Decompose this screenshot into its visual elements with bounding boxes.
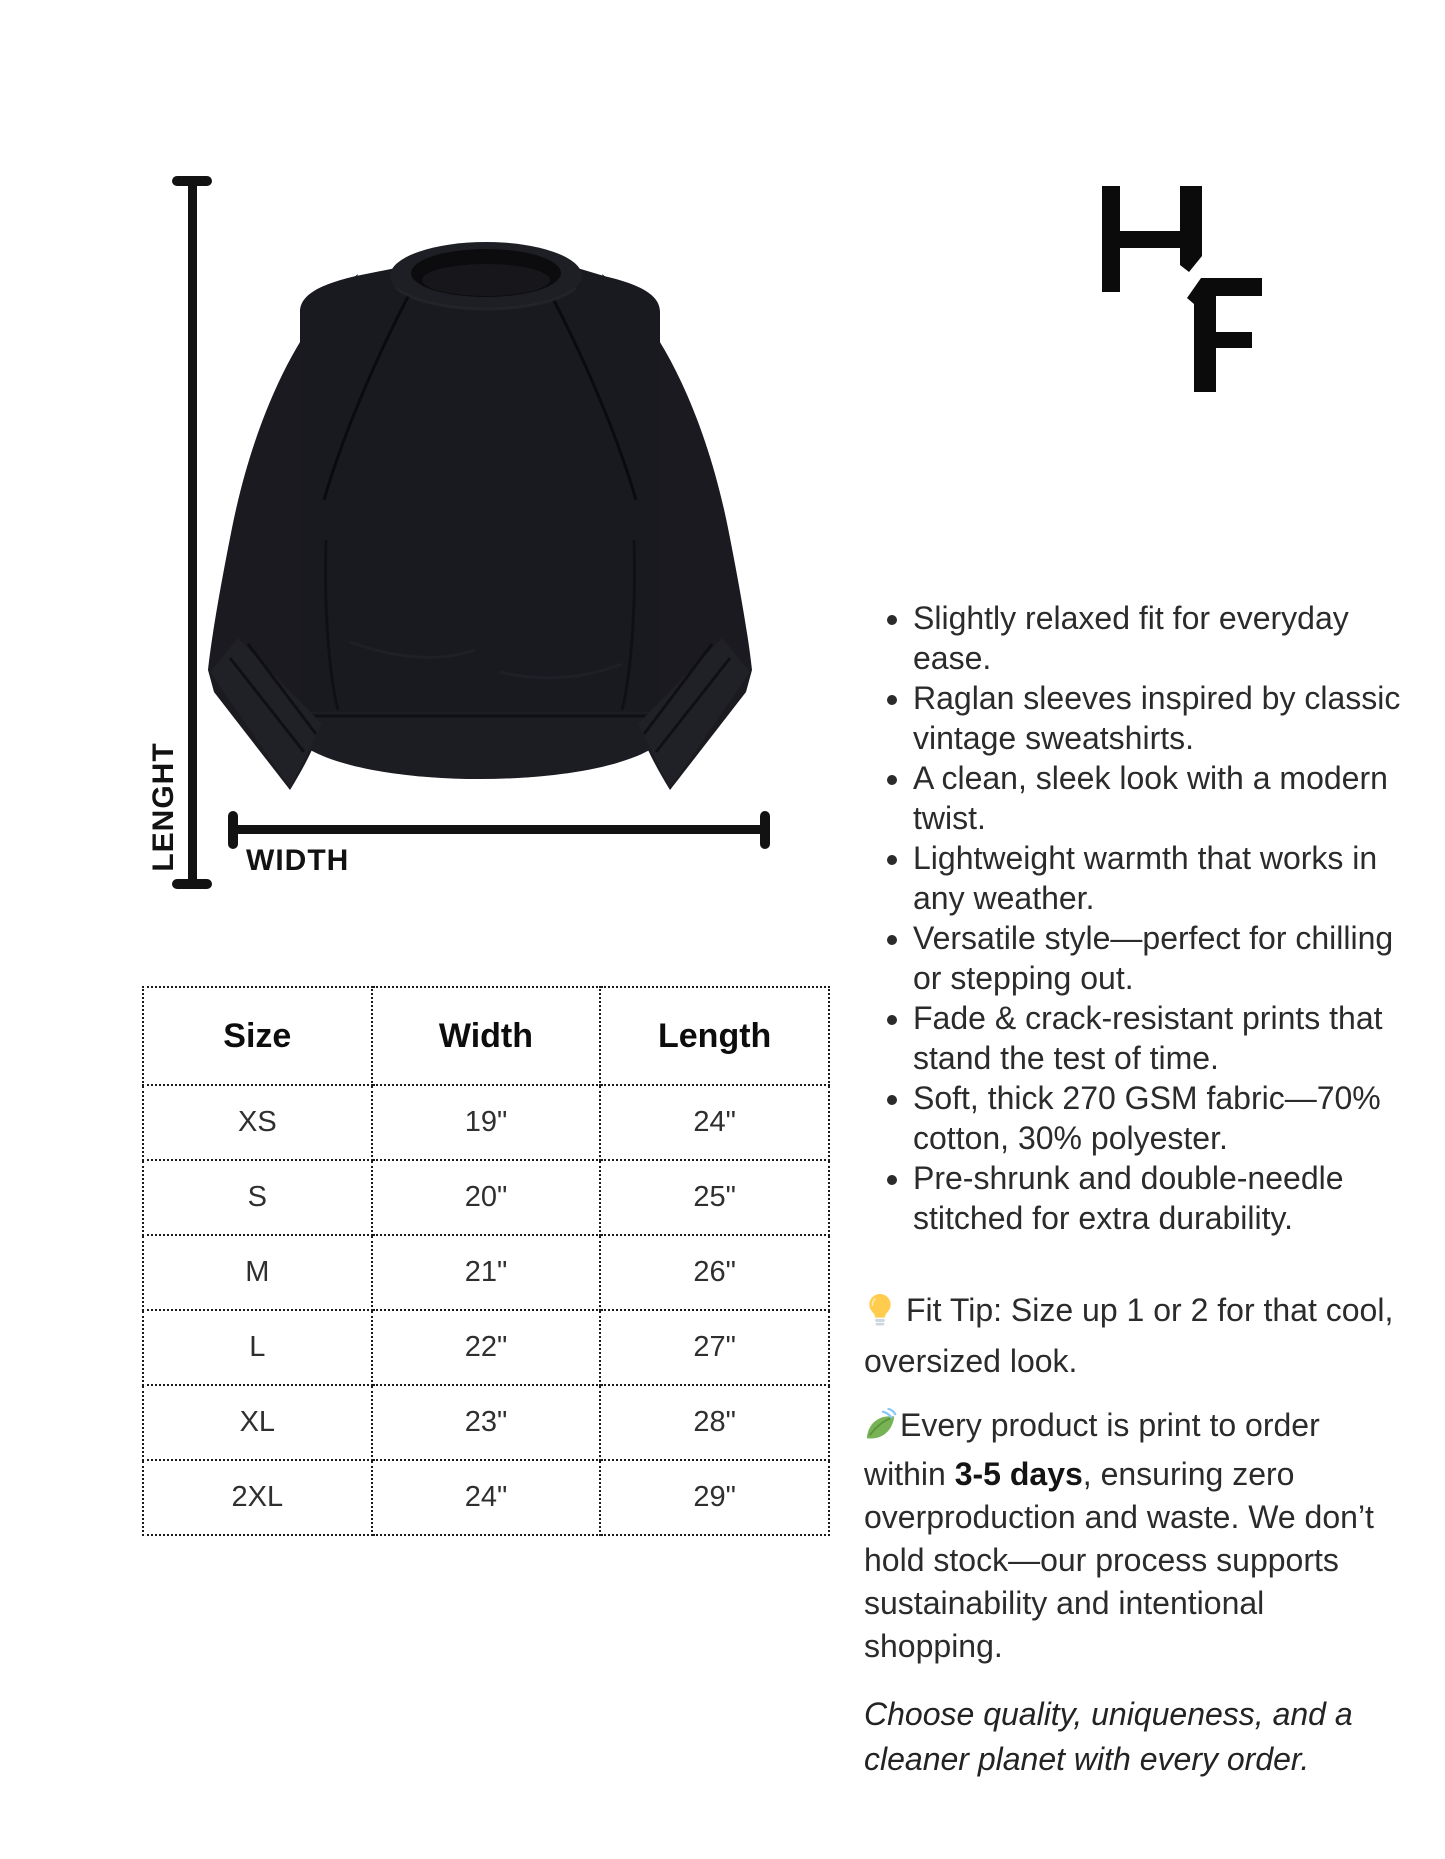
width-cell: 24" xyxy=(372,1460,601,1535)
width-cell: 19" xyxy=(372,1085,601,1160)
size-chart-table xyxy=(142,986,830,1536)
length-cell: 28" xyxy=(600,1385,829,1460)
lightbulb-icon xyxy=(864,1293,896,1339)
length-cell: 27" xyxy=(600,1310,829,1385)
feature-item: • Slightly relaxed fit for everyday ease. xyxy=(913,598,1422,678)
table-row xyxy=(143,1385,829,1460)
size-cell: XL xyxy=(143,1385,372,1460)
features-list xyxy=(864,598,1422,1238)
length-cell: 26" xyxy=(600,1235,829,1310)
length-cell: 24" xyxy=(600,1085,829,1160)
header-size: Size xyxy=(143,987,372,1085)
feature-item: • A clean, sleek look with a modern twist. xyxy=(913,758,1422,838)
leaf-icon xyxy=(864,1408,898,1453)
size-cell: S xyxy=(143,1160,372,1235)
size-cell: 2XL xyxy=(143,1460,372,1535)
feature-item: • Soft, thick 270 GSM fabric—70% cotton, 30% polyester. xyxy=(913,1078,1422,1158)
logo-letter-h xyxy=(1102,186,1202,292)
size-cell: M xyxy=(143,1235,372,1310)
header-width: Width xyxy=(372,987,601,1085)
production-days-bold: 3-5 days xyxy=(954,1456,1083,1492)
size-cell: L xyxy=(143,1310,372,1385)
table-row xyxy=(143,1235,829,1310)
production-note-prefix: Every product is print to order within xyxy=(864,1407,1320,1492)
header-length: Length xyxy=(600,987,829,1085)
feature-item: • Versatile style—perfect for chilling or stepping out. xyxy=(913,918,1422,998)
width-line-right-cap xyxy=(760,811,770,849)
production-note xyxy=(864,1404,1404,1668)
table-row xyxy=(143,1085,829,1160)
fit-tip-text: Fit Tip: Size up 1 or 2 for that cool, oversized look. xyxy=(864,1292,1394,1379)
table-row xyxy=(143,1160,829,1235)
length-line-stem xyxy=(188,178,197,888)
width-cell: 20" xyxy=(372,1160,601,1235)
table-row xyxy=(143,1460,829,1535)
table-row xyxy=(143,1310,829,1385)
feature-item: • Fade & crack-resistant prints that stand the test of time. xyxy=(913,998,1422,1078)
width-cell: 22" xyxy=(372,1310,601,1385)
size-cell: XS xyxy=(143,1085,372,1160)
length-cell: 29" xyxy=(600,1460,829,1535)
length-label: LENGHT xyxy=(147,742,180,872)
length-cell: 25" xyxy=(600,1160,829,1235)
feature-item: • Lightweight warmth that works in any weather. xyxy=(913,838,1422,918)
feature-item: • Raglan sleeves inspired by classic vintage sweatshirts. xyxy=(913,678,1422,758)
closing-note: Choose quality, uniqueness, and a cleaner planet with every order. xyxy=(864,1696,1353,1777)
hf-brand-logo xyxy=(1102,186,1272,396)
table-header-row xyxy=(143,987,829,1085)
width-cell: 23" xyxy=(372,1385,601,1460)
logo-letter-f xyxy=(1187,278,1262,392)
production-note-suffix: , ensuring zero overproduction and waste. We don’t hold stock—our process supports sustainability and intentional shopping. xyxy=(864,1456,1374,1664)
fit-tip-note xyxy=(864,1288,1404,1384)
sweatshirt-image xyxy=(200,240,760,810)
width-cell: 21" xyxy=(372,1235,601,1310)
feature-item: • Pre-shrunk and double-needle stitched for extra durability. xyxy=(913,1158,1422,1238)
width-line-stem xyxy=(233,825,767,834)
width-label: WIDTH xyxy=(246,844,350,877)
